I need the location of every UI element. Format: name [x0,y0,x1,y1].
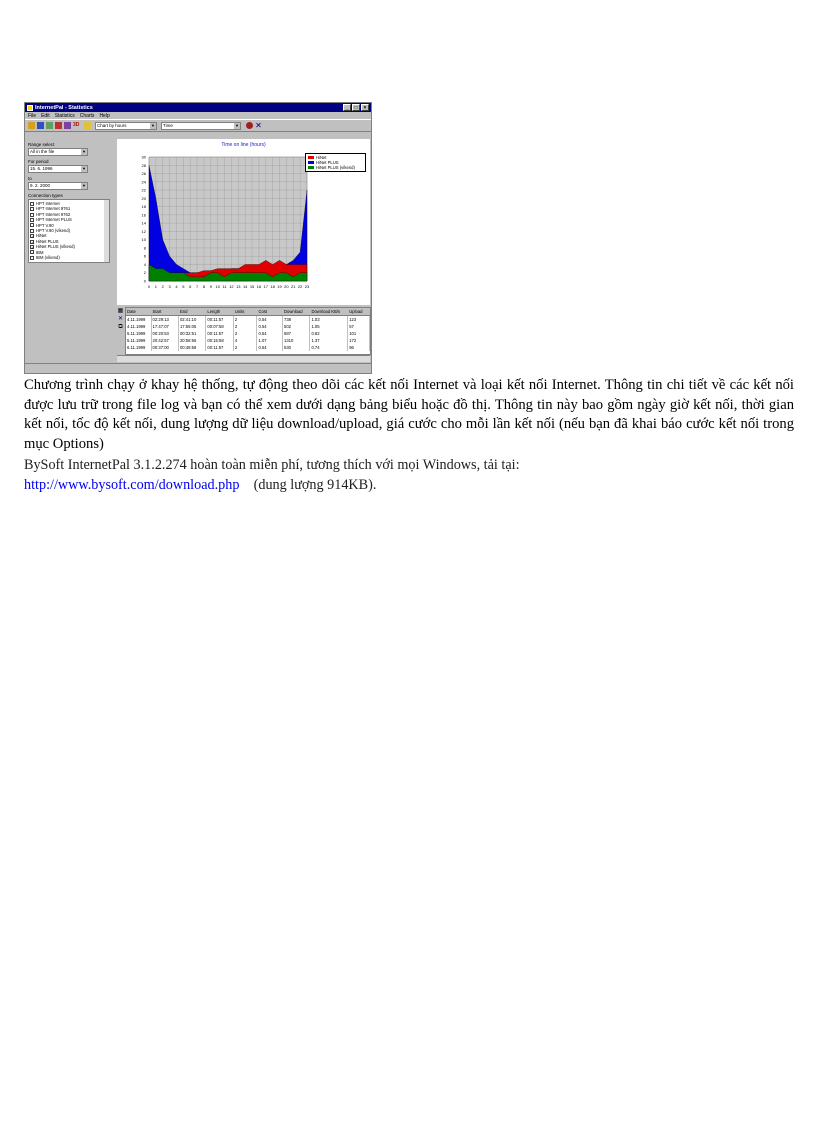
menu-charts[interactable]: Charts [79,112,95,119]
y-tick-label: 8 [143,245,146,251]
table-cell: 1.37 [310,337,348,344]
table-cell: 20:58:56 [179,337,206,344]
table-cell: 00:48:58 [179,344,206,351]
table-cell: 02:41:10 [179,316,206,323]
table-cell: 00:11:57 [206,330,233,337]
connection-type-label: HPT Internet [36,201,60,206]
size-note: (dung lượng 914KB). [253,476,377,493]
list-scrollbar[interactable] [104,200,109,262]
y-tick-label: 4 [143,261,146,267]
table-header-cell[interactable]: End [179,308,206,315]
table-cell: 20:42:57 [152,337,179,344]
connection-type-label: IBM (víkend) [36,255,60,261]
checkbox[interactable] [30,202,34,206]
table-cell: 00:37:00 [152,344,179,351]
period-label: For period [28,159,49,164]
checkbox[interactable] [30,218,34,222]
table-cell: 530 [283,344,310,351]
x-tick-label: 5 [182,284,185,289]
table-cell: 00:32:51 [179,330,206,337]
grid-icon[interactable]: ▦ [117,308,124,314]
x-tick-label: 12 [229,284,234,289]
maximize-icon[interactable]: □ [352,104,360,111]
table-cell: 00:20:53 [152,330,179,337]
y-tick-label: 18 [141,204,146,210]
table-cell: 96 [348,344,370,351]
period-from-value: 15. 6. 1996 [30,166,53,171]
connection-type-label: HiNet PLUS (víkend) [36,244,75,250]
checkbox[interactable]: ✓ [31,244,35,250]
table-header-cell[interactable]: Download [283,308,310,315]
menu-bar [25,112,371,119]
y-tick-label: 0 [143,278,146,284]
table-cell: 0.54 [257,316,283,323]
table-header-cell[interactable]: Length [206,308,233,315]
app-icon [27,105,33,111]
close-stats-icon[interactable]: ✕ [255,121,262,130]
value-select[interactable] [161,122,241,130]
x-tick-label: 19 [277,284,282,289]
minimize-icon[interactable]: _ [343,104,351,111]
y-tick-label: 12 [141,228,146,234]
connections-table[interactable] [125,307,371,355]
pie-chart-icon[interactable] [64,122,71,129]
table-cell: 4 [234,337,258,344]
table-header-cell[interactable]: Upload [348,308,370,315]
y-tick-label: 16 [141,212,146,218]
table-cell: 738 [283,316,310,323]
table-cell: 00:15:58 [206,337,233,344]
toggle-3d-button[interactable]: 3D [73,122,82,129]
table-cell: 1310 [283,337,310,344]
y-tick-label: 24 [141,179,146,185]
table-cell: 00:07:58 [206,323,233,330]
range-value: All in the file [30,149,55,154]
table-row[interactable] [126,330,370,337]
legend-swatch [308,156,314,159]
print-icon[interactable] [246,122,253,129]
x-tick-label: 0 [147,284,151,289]
internetpal-screenshot [24,102,372,374]
chevron-down-icon: ▼ [82,183,86,188]
download-link[interactable]: http://www.bysoft.com/download.php [24,476,240,493]
x-tick-label: 4 [175,284,178,289]
x-tick-label: 9 [209,284,212,289]
checkbox[interactable] [30,207,34,211]
legend-swatch [308,161,314,164]
table-header-row [126,308,370,316]
checkbox[interactable] [30,250,34,254]
chevron-down-icon: ▼ [235,122,239,128]
period-to-select[interactable] [28,182,88,190]
table-header-cell[interactable]: Cost [257,308,283,315]
period-from-select[interactable] [28,165,88,173]
connection-type-label: HPT Internet 9761 [36,206,71,212]
table-cell: 101 [348,330,370,337]
checkbox[interactable]: ✓ [31,234,35,240]
table-cell: 17:47:07 [152,323,179,330]
table-cell: 00:11:57 [206,344,233,351]
chart-legend [305,153,366,172]
y-tick-label: 10 [141,237,146,243]
connection-type-label: HPT V.90 [36,222,54,228]
x-tick-label: 11 [222,284,227,289]
table-cell: 587 [283,330,310,337]
table-cell: 0.54 [257,330,283,337]
y-tick-label: 30 [141,154,146,160]
menu-file[interactable]: File [28,112,37,119]
table-cell: 00:11:57 [206,316,233,323]
table-cell: 57 [348,323,370,330]
table-icon[interactable] [84,122,91,129]
table-header-cell[interactable]: Start [152,308,179,315]
x-tick-label: 23 [304,284,310,289]
table-cell: 0.54 [257,344,283,351]
line-chart-icon[interactable] [55,122,62,129]
table-tools [117,307,124,331]
legend-label: HiNet PLUS [316,160,339,165]
chart-panel [117,139,370,305]
table-cell: 0.74 [310,344,348,351]
value-select-value: Time [163,122,173,128]
toolbar [25,119,371,132]
connection-type-label: HPT Internet 9762 [36,211,71,217]
open-folder-icon[interactable] [28,122,35,129]
delete-icon[interactable]: ✕ [117,316,124,322]
menu-edit[interactable]: Edit [41,112,50,119]
download-paragraph [24,456,794,495]
legend-label: HiNet PLUS (víkend) [316,165,355,170]
chart-title: Time on line (hours) [221,142,266,148]
x-tick-label: 20 [284,284,289,289]
table-header-cell[interactable]: Units [234,308,258,315]
table-cell: 502 [283,323,310,330]
y-tick-label: 22 [141,187,146,193]
table-cell: 2 [234,344,258,351]
checkbox[interactable] [30,213,34,217]
table-cell: 02:29:13 [152,316,179,323]
table-row[interactable] [126,323,370,330]
x-tick-label: 17 [263,284,269,289]
table-row[interactable] [126,337,370,344]
menu-help[interactable]: Help [99,112,110,119]
table-hscrollbar[interactable] [117,355,370,362]
table-cell: 5.11.1999 [126,330,152,337]
y-tick-label: 20 [141,195,146,201]
menu-statistics[interactable]: Statistics [54,112,75,119]
checkbox[interactable] [30,223,34,227]
x-tick-label: 16 [256,284,262,289]
legend-label: HiNet [316,155,327,160]
table-cell: 17:55:05 [179,323,206,330]
table-cell: 6.11.1999 [126,344,152,351]
chevron-down-icon: ▼ [82,166,86,171]
connection-type-label: HPT Internet PLUS [36,217,72,223]
x-tick-label: 21 [291,284,296,289]
status-bar [25,363,371,373]
legend-item [308,165,363,170]
connection-type-label: HiNet [36,233,47,239]
chevron-down-icon: ▼ [82,149,86,154]
table-row[interactable] [126,344,370,351]
connection-label: Connection types [28,193,63,198]
y-tick-label: 14 [141,220,146,226]
connection-type-item[interactable] [30,255,108,260]
y-tick-label: 28 [141,162,146,168]
table-cell: 1.03 [310,316,348,323]
download-text: BySoft InternetPal 3.1.2.274 hoàn toàn miễn phí, tương thích với mọi Windows, tải tại: [24,457,520,473]
legend-swatch [308,166,314,169]
y-tick-label: 26 [141,171,146,177]
table-cell: 2 [234,316,258,323]
chevron-down-icon: ▼ [151,122,155,128]
x-tick-label: 15 [249,284,255,289]
connection-types-list[interactable] [28,199,110,263]
table-cell: 0.54 [257,323,283,330]
period-to-value: 9. 2. 2000 [30,183,51,188]
window-titlebar [25,103,371,112]
chart-type-select[interactable] [95,122,157,130]
x-tick-label: 18 [270,284,275,289]
connection-type-label: HPT V.90 (víkend) [36,228,70,234]
close-icon[interactable]: × [361,104,369,111]
bar-chart-icon[interactable] [37,122,44,129]
table-header-cell[interactable]: Date [126,308,152,315]
x-tick-label: 2 [161,284,164,289]
table-cell: 123 [348,316,370,323]
table-cell: 5.11.1999 [126,337,152,344]
area-chart-icon[interactable] [46,122,53,129]
table-cell: 1.07 [257,337,283,344]
table-header-cell[interactable]: Download KB/s [310,308,348,315]
y-tick-label: 6 [143,253,146,259]
x-tick-label: 14 [242,284,248,289]
checkbox[interactable] [30,256,34,260]
chart-type-value: Chart by hours [97,122,127,128]
x-tick-label: 8 [202,284,206,289]
table-cell: 0.82 [310,330,348,337]
window-title: InternetPal - Statistics [35,104,93,111]
checkbox[interactable] [30,229,34,233]
table-row[interactable] [126,316,370,323]
x-tick-label: 1 [154,284,157,289]
x-tick-label: 10 [215,284,220,289]
range-label: Range select [28,142,55,147]
copy-icon[interactable]: ⧉ [118,324,123,330]
table-cell: 2 [234,330,258,337]
filter-panel [28,139,114,263]
table-cell: 4.11.1999 [126,323,152,330]
to-label: to [28,176,32,181]
y-tick-label: 2 [143,270,146,276]
connection-type-label: HiNet PLUS [36,238,59,244]
range-select[interactable] [28,148,88,156]
x-tick-label: 13 [236,284,241,289]
checkbox[interactable]: ✓ [31,239,35,245]
x-tick-label: 22 [297,284,303,289]
table-cell: 4.11.1999 [126,316,152,323]
x-tick-label: 7 [195,284,199,289]
description-paragraph: Chương trình chạy ở khay hệ thống, tự động theo dõi các kết nối Internet và loại kết nối Internet. Thông tin chi tiết về các kết nối được lưu trữ trong file log và bạn có thể xem dưới dạng bảng biểu hoặc đồ thị. Thông tin này bao gồm ngày giờ kết nối, thời gian kết nối, tốc độ kết nối, dung lượng dữ liệu download/upload, giá cước cho mỗi lần kết nối (nếu bạn đã khai báo cước kết nối trong mục Options) [24,377,794,452]
table-cell: 172 [348,337,370,344]
table-cell: 2 [234,323,258,330]
x-tick-label: 3 [168,284,171,289]
x-tick-label: 6 [189,284,192,289]
connection-type-label: IBM [36,249,44,255]
table-cell: 1.05 [310,323,348,330]
